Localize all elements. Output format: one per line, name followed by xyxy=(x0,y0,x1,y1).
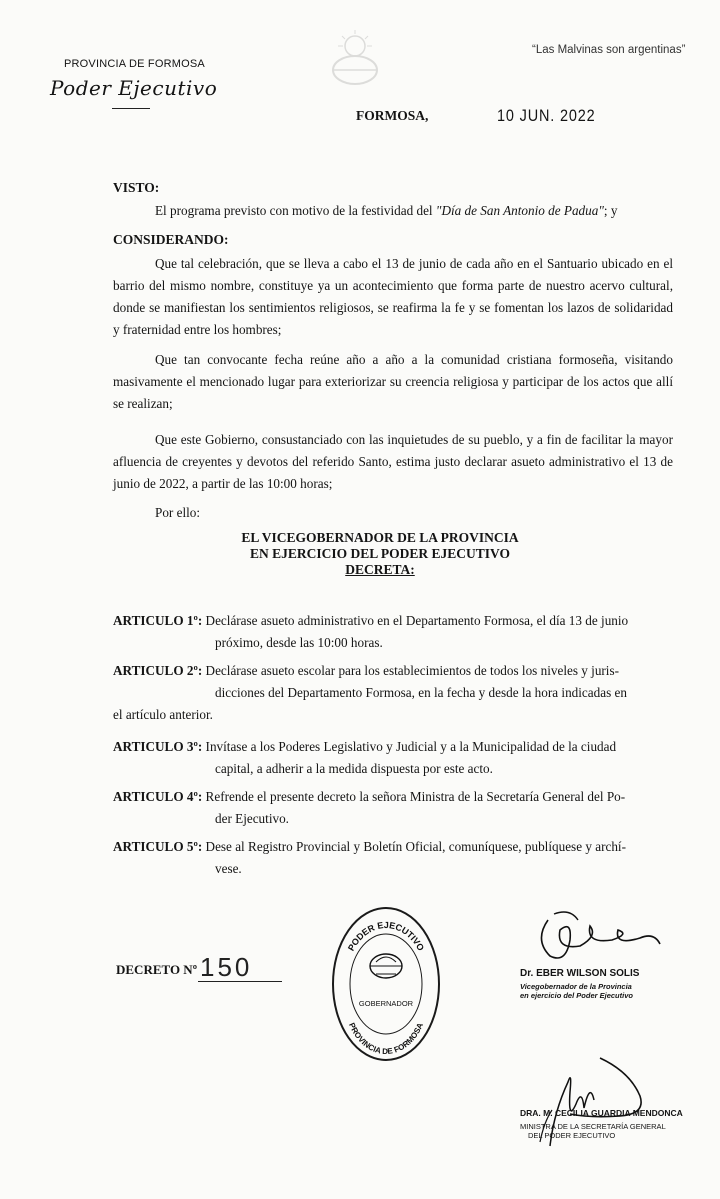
article-text-cont: capital, a adherir a la medida dispuesta por este acto. xyxy=(215,761,493,776)
signer-1-role-line-2: en ejercicio del Poder Ejecutivo xyxy=(520,991,633,1000)
signer-2-role-line-2: DEL PODER EJECUTIVO xyxy=(528,1131,616,1140)
considerando-paragraph-4: Por ello: xyxy=(155,505,201,520)
considerando-paragraph-2: Que tan convocante fecha reúne año a año a la comunidad cristiana formoseña, visitando masivamente el mencionado lugar para exteriorizar su creencia religiosa y participar de los actos que allí se realizan; xyxy=(113,352,673,411)
coat-of-arms-watermark xyxy=(320,28,390,88)
signer-1-role-line-1: Vicegobernador de la Provincia xyxy=(520,982,632,991)
svg-text:PROVINCIA DE FORMOSA xyxy=(347,1021,425,1056)
considerando-paragraph-3: Que este Gobierno, consustanciado con las inquietudes de su pueblo, y a fin de facilitar la mayor afluencia de creyentes y devotos del referido Santo, estima justo declarar asueto administrativo el 13 de junio de 2022, a partir de las 10:00 horas; xyxy=(113,432,673,491)
seal-emblem-icon xyxy=(370,954,402,978)
considerando-heading: CONSIDERANDO: xyxy=(113,232,229,247)
signer-2-role xyxy=(520,1122,666,1140)
visto-text-italic: "Día de San Antonio de Padua" xyxy=(435,203,604,218)
seal-center-text: GOBERNADOR xyxy=(358,999,414,1008)
article-text-cont: der Ejecutivo. xyxy=(215,811,289,826)
article-text-tail: el artículo anterior. xyxy=(113,707,213,722)
visto-text-a: El programa previsto con motivo de la festividad del xyxy=(155,203,436,218)
article-2 xyxy=(113,660,675,726)
signer-1-name: Dr. EBER WILSON SOLIS xyxy=(520,968,640,979)
considerando-paragraph-1: Que tal celebración, que se lleva a cabo el 13 de junio de cada año en el Santuario ubicado en el barrio del mismo nombre, constituye ya un acontecimiento que forma parte de nuestro acervo cultural, donde se manifiestan los sentimientos religiosos, se reafirma la fe y se fomentan los lazos de solidaridad y fraternidad entre los hombres; xyxy=(113,256,673,337)
decree-number: 150 xyxy=(200,952,253,982)
article-1 xyxy=(113,610,675,654)
signature-1 xyxy=(520,900,670,970)
header-rule xyxy=(112,108,150,109)
article-5 xyxy=(113,836,675,880)
seal-bottom-text: PROVINCIA DE FORMOSA xyxy=(347,1021,425,1057)
signer-2-role-line-1: MINISTRA DE LA SECRETARÍA GENERAL xyxy=(520,1122,666,1131)
official-seal-stamp xyxy=(330,902,442,1062)
authority-line-2: EN EJERCICIO DEL PODER EJECUTIVO xyxy=(249,546,511,561)
visto-heading: VISTO: xyxy=(113,180,160,195)
visto-text-c: ; y xyxy=(603,203,618,218)
article-text: Declárase asueto escolar para los establecimientos de todos los niveles y juris- xyxy=(202,663,619,678)
article-text: Dese al Registro Provincial y Boletín Oficial, comuníquese, publíquese y archí- xyxy=(202,839,626,854)
article-text-cont: dicciones del Departamento Formosa, en la fecha y desde la hora indicadas en xyxy=(215,685,627,700)
article-text-cont: próximo, desde las 10:00 horas. xyxy=(215,635,383,650)
article-text-cont: vese. xyxy=(215,861,242,876)
article-4 xyxy=(113,786,675,830)
decree-label: DECRETO Nº xyxy=(116,962,197,977)
article-label: ARTICULO 3º: xyxy=(113,739,203,754)
article-3 xyxy=(113,736,675,780)
article-label: ARTICULO 4º: xyxy=(113,789,203,804)
visto-text xyxy=(155,200,695,222)
motto: “Las Malvinas son argentinas” xyxy=(532,44,686,56)
executive-branch: Poder Ejecutivo xyxy=(50,76,218,100)
article-label: ARTICULO 1º: xyxy=(113,613,203,628)
svg-text:PODER EJECUTIVO xyxy=(346,920,426,953)
article-text: Declárase asueto administrativo en el Departamento Formosa, el día 13 de junio xyxy=(202,613,629,628)
authority-line-1: EL VICEGOBERNADOR DE LA PROVINCIA xyxy=(241,530,519,545)
article-label: ARTICULO 2º: xyxy=(113,663,203,678)
signer-2-name: DRA. M. CECILIA GUARDIA MENDONCA xyxy=(520,1108,683,1118)
decreta-heading: DECRETA: xyxy=(345,562,415,577)
seal-top-text: PODER EJECUTIVO xyxy=(345,919,427,953)
article-text: Refrende el presente decreto la señora Ministra de la Secretaría General del Po- xyxy=(202,789,626,804)
city: FORMOSA, xyxy=(356,108,429,123)
article-label: ARTICULO 5º: xyxy=(113,839,203,854)
signer-1-role xyxy=(520,982,633,1000)
date-stamp: 10 JUN. 2022 xyxy=(497,106,596,125)
decree-number-rule xyxy=(198,981,282,982)
article-text: Invítase a los Poderes Legislativo y Judicial y a la Municipalidad de la ciudad xyxy=(202,739,617,754)
province-name: PROVINCIA DE FORMOSA xyxy=(64,58,205,70)
